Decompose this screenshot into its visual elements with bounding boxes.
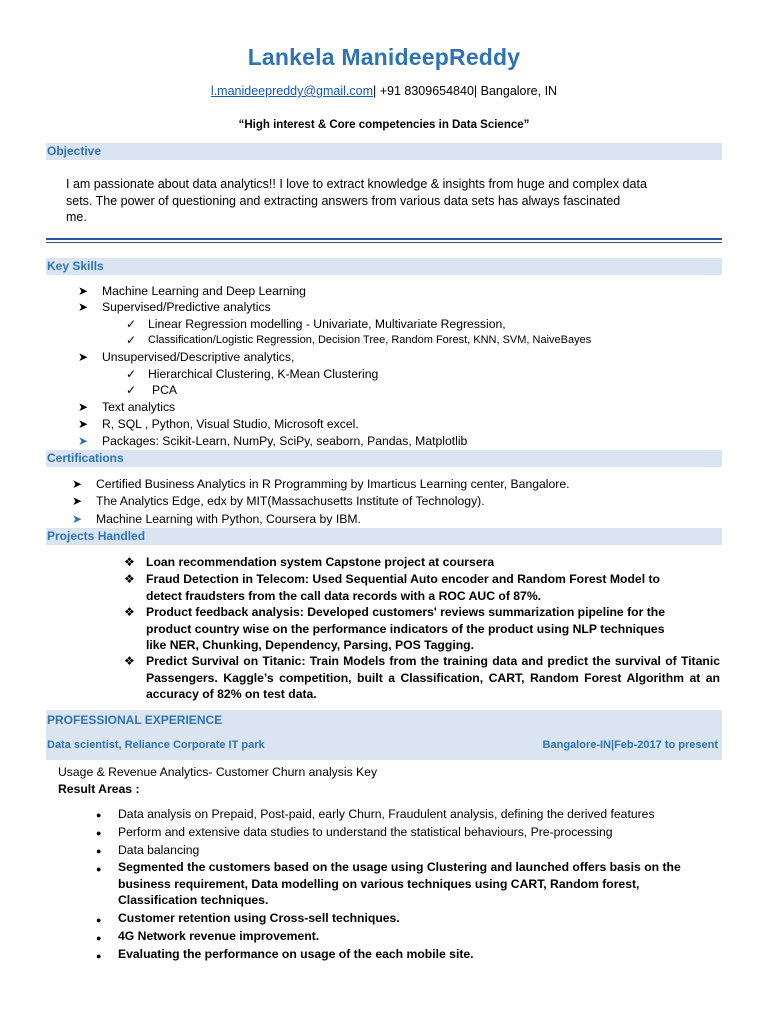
certification-item: Machine Learning with Python, Coursera by IBM. <box>96 512 361 526</box>
arrowhead-bullet-icon: ➤ <box>78 400 89 414</box>
section-divider <box>46 242 722 243</box>
experience-heading: PROFESSIONAL EXPERIENCE <box>46 710 722 760</box>
diamond-bullet-icon: ❖ <box>124 654 135 668</box>
project-item <box>146 604 686 654</box>
certification-item: Certified Business Analytics in R Programming by Imarticus Learning center, Bangalore. <box>96 477 570 491</box>
email-link[interactable]: l.manideepreddy@gmail.com <box>210 84 373 98</box>
project-title: Product feedback analysis: <box>146 605 304 619</box>
result-item: Segmented the customers based on the usage using Clustering and launched offers basis on the business requirement, Data modelling on various techniques using CART, Random forest, Classification techniques. <box>118 860 681 907</box>
job-location-date: Bangalore-IN|Feb-2017 to present <box>542 739 718 751</box>
skill-item: Unsupervised/Descriptive analytics, <box>102 350 295 364</box>
objective-heading: Objective <box>46 143 722 160</box>
project-item: Loan recommendation system Capstone project at coursera <box>146 555 495 569</box>
result-item: Perform and extensive data studies to understand the statistical behaviours, Pre-processing <box>118 825 613 839</box>
project-description: Used Sequential Auto encoder and Random Forest Model to detect fraudsters from the call data records with a ROC AUC of 87%. <box>146 572 660 603</box>
arrowhead-bullet-icon: ➤ <box>72 477 83 491</box>
objective-line: sets. The power of questioning and extracting answers from various data sets has always fascinated <box>66 193 621 208</box>
tagline: “High interest & Core competencies in Data Science” <box>238 119 530 131</box>
arrowhead-bullet-icon: ➤ <box>78 434 89 448</box>
skill-item: Machine Learning and Deep Learning <box>102 284 306 298</box>
check-icon: ✓ <box>126 383 137 397</box>
skill-item: Packages: Scikit-Learn, NumPy, SciPy, seaborn, Pandas, Matplotlib <box>102 434 468 448</box>
result-item: Customer retention using Cross-sell techniques. <box>118 911 400 925</box>
project-line: Usage & Revenue Analytics- Customer Churn analysis Key <box>58 765 378 779</box>
project-description: Developed customers' reviews summarization pipeline for the product country wise on the performance indicators of the product using NLP techniques like NER, Chunking, Dependency, Parsing, POS Tagging. <box>146 605 666 652</box>
arrowhead-bullet-icon: ➤ <box>72 494 83 508</box>
result-item: Data balancing <box>118 843 200 857</box>
dot-bullet-icon: ● <box>96 810 102 820</box>
result-item: 4G Network revenue improvement. <box>118 929 320 943</box>
arrowhead-bullet-icon: ➤ <box>72 512 83 526</box>
diamond-bullet-icon: ❖ <box>124 555 135 569</box>
result-item: Data analysis on Prepaid, Post-paid, early Churn, Fraudulent analysis, defining the derived features <box>118 807 655 821</box>
skill-item: Text analytics <box>102 400 176 414</box>
section-divider <box>46 238 722 240</box>
diamond-bullet-icon: ❖ <box>124 605 135 619</box>
skill-subitem: Hierarchical Clustering, K-Mean Clustering <box>148 367 379 381</box>
check-icon: ✓ <box>126 367 137 381</box>
dot-bullet-icon: ● <box>96 846 102 856</box>
diamond-bullet-icon: ❖ <box>124 572 135 586</box>
project-title: Predict Survival on Titanic: <box>146 654 306 668</box>
check-icon: ✓ <box>126 317 137 331</box>
result-areas-label: Result Areas : <box>58 782 140 796</box>
dot-bullet-icon: ● <box>96 951 102 961</box>
contact-details: | +91 8309654840| Bangalore, IN <box>373 84 558 98</box>
contact-line <box>0 84 768 98</box>
dot-bullet-icon: ● <box>96 933 102 943</box>
certifications-heading: Certifications <box>46 450 722 467</box>
arrowhead-bullet-icon: ➤ <box>78 417 89 431</box>
skill-subitem: PCA <box>152 383 178 397</box>
objective-line: I am passionate about data analytics!! I love to extract knowledge & insights from huge and complex data <box>66 177 647 191</box>
job-role: Data scientist, Reliance Corporate IT park <box>47 739 265 751</box>
certification-item: The Analytics Edge, edx by MIT(Massachusetts Institute of Technology). <box>96 494 485 508</box>
result-item: Evaluating the performance on usage of the each mobile site. <box>118 947 474 961</box>
arrowhead-bullet-icon: ➤ <box>78 284 89 298</box>
skill-subitem: Linear Regression modelling - Univariate, Multivariate Regression, <box>148 317 506 331</box>
project-description: Train Models from the training data and predict the survival of Titanic Passengers. Kaggle’s competition, built a Classification, CART, Random Forest Algorithm at an accuracy of 82% on test data. <box>146 654 721 701</box>
check-icon: ✓ <box>126 333 137 347</box>
project-title: Fraud Detection in Telecom: <box>146 572 309 586</box>
project-item <box>146 653 720 703</box>
project-item <box>146 571 666 604</box>
skill-item: Supervised/Predictive analytics <box>102 300 271 314</box>
objective-line: me. <box>66 210 87 224</box>
skill-item: R, SQL , Python, Visual Studio, Microsoft excel. <box>102 417 359 431</box>
objective-text <box>66 176 716 226</box>
resume-name: Lankela ManideepReddy <box>247 44 521 70</box>
skill-subitem: Classification/Logistic Regression, Decision Tree, Random Forest, KNN, SVM, NaiveBayes <box>148 334 592 346</box>
skills-heading: Key Skills <box>46 258 722 275</box>
dot-bullet-icon: ● <box>96 828 102 838</box>
dot-bullet-icon: ● <box>96 915 102 925</box>
projects-heading: Projects Handled <box>46 528 722 545</box>
arrowhead-bullet-icon: ➤ <box>78 300 89 314</box>
dot-bullet-icon: ● <box>96 864 102 874</box>
arrowhead-bullet-icon: ➤ <box>78 350 89 364</box>
